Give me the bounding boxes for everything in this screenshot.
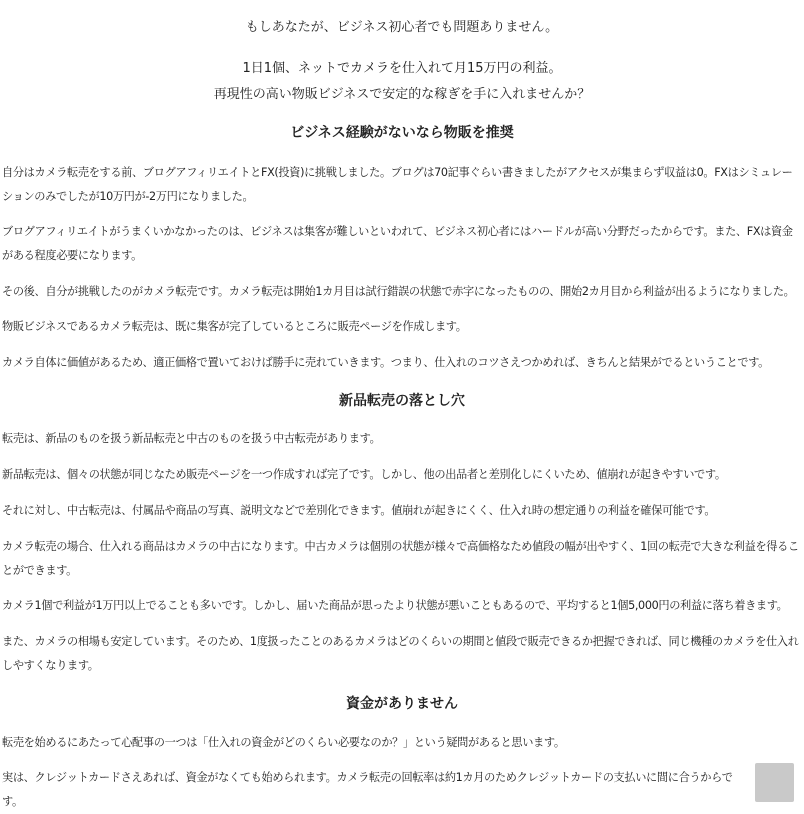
paragraph: ブログアフィリエイトがうまくいかなかったのは、ビジネスは集客が難しいといわれて、ビジネス初心者にはハードルが高い分野だったからです。また、FXは資金がある程度必要になります。 xyxy=(2,225,793,262)
paragraph: 新品転売は、個々の状態が同じなため販売ページを一つ作成すれば完了です。しかし、他の出品者と差別化しにくいため、値崩れが起きやすいです。 xyxy=(2,468,726,481)
section-heading-2: 新品転売の落とし穴 xyxy=(339,393,465,409)
paragraph: 自分はカメラ転売をする前、ブログアフィリエイトとFX(投資)に挑戦しました。ブログは70記事ぐらい書きましたがアクセスが集まらず収益は0。FXはシミュレーションのみでしたが10万円が-2万円になりました。 xyxy=(2,166,793,203)
intro-line-1: もしあなたが、ビジネス初心者でも問題ありません。 xyxy=(245,20,559,35)
paragraph: 転売を始めるにあたって心配事の一つは「仕入れの資金がどのくらい必要なのか？」という疑問があると思います。 xyxy=(2,736,565,749)
section-heading-1: ビジネス経験がないなら物販を推奨 xyxy=(290,125,514,141)
paragraph: 実は、クレジットカードさえあれば、資金がなくても始められます。カメラ転売の回転率は約1カ月のためクレジットカードの支払いに間に合うからです。 xyxy=(2,771,733,808)
intro-line-3: 再現性の高い物販ビジネスで安定的な稼ぎを手に入れませんか？ xyxy=(213,87,591,102)
paragraph: また、カメラの相場も安定しています。そのため、1度扱ったことのあるカメラはどのくらいの期間と値段で販売できるか把握できれば、同じ機種のカメラを仕入れしやすくなります。 xyxy=(2,635,799,672)
section-heading-3: 資金がありません xyxy=(346,696,458,712)
paragraph: カメラ転売の場合、仕入れる商品はカメラの中古になります。中古カメラは個別の状態が様々で高価格なため値段の幅が出やすく、1回の転売で大きな利益を得ることができます。 xyxy=(2,540,799,577)
paragraph: それに対し、中古転売は、付属品や商品の写真、説明文などで差別化できます。値崩れが起きにくく、仕入れ時の想定通りの利益を確保可能です。 xyxy=(2,504,716,517)
paragraph: 物販ビジネスであるカメラ転売は、既に集客が完了しているところに販売ページを作成します。 xyxy=(2,320,467,333)
paragraph: カメラ1個で利益が1万円以上でることも多いです。しかし、届いた商品が思ったより状態が悪いこともあるので、平均すると1個5,000円の利益に落ち着きます。 xyxy=(2,599,788,612)
scroll-to-top-button[interactable] xyxy=(755,763,794,802)
paragraph: 転売は、新品のものを扱う新品転売と中古のものを扱う中古転売があります。 xyxy=(2,432,381,445)
paragraph: カメラ自体に価値があるため、適正価格で置いておけば勝手に売れていきます。つまり、仕入れのコツさえつかめれば、きちんと結果がでるということです。 xyxy=(2,356,770,369)
intro-line-2: 1日1個、ネットでカメラを仕入れて月15万円の利益。 xyxy=(242,61,562,76)
paragraph: その後、自分が挑戦したのがカメラ転売です。カメラ転売は開始1カ月目は試行錯誤の状態で赤字になったものの、開始2カ月目から利益が出るようになりました。 xyxy=(2,285,795,298)
